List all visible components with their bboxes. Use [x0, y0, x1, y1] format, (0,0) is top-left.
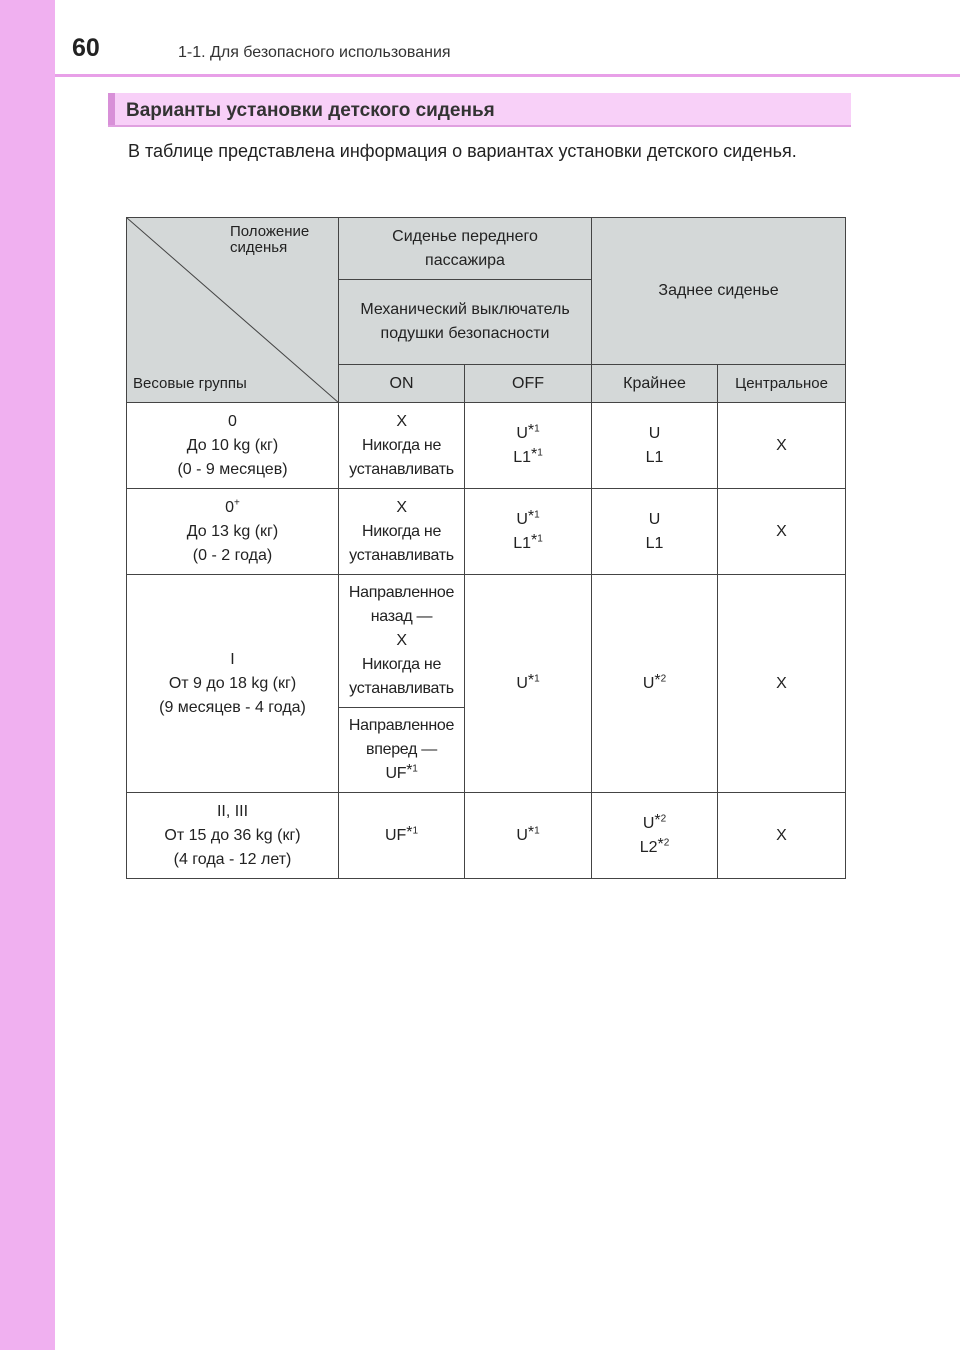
table-row	[127, 403, 846, 489]
on-cell: X Никогда не устанавливать	[339, 403, 465, 489]
header-rear-seat: Заднее сиденье	[592, 218, 846, 365]
off-cell: U*$^1$	[465, 793, 592, 879]
weight-group-cell: II, III От 15 до 36 kg (кг) (4 года - 12 лет)	[127, 793, 339, 879]
outer-cell: U*$^2$	[592, 575, 718, 793]
on-forward-facing-cell: Направленное вперед — UF*$^1$	[339, 708, 465, 793]
header-rule	[55, 74, 960, 77]
on-cell: UF*$^1$	[339, 793, 465, 879]
header-on: ON	[339, 365, 465, 403]
outer-cell: U L1	[592, 489, 718, 575]
off-cell: U*$^1$ L1*$^1$	[465, 403, 592, 489]
center-cell: X	[718, 793, 846, 879]
table-row	[127, 575, 846, 708]
on-rear-facing-cell: Направленное назад — X Никогда не устанавливать	[339, 575, 465, 708]
center-cell: X	[718, 489, 846, 575]
corner-seat-position-label: Положение сиденья	[230, 223, 310, 256]
on-cell: X Никогда не устанавливать	[339, 489, 465, 575]
header-off: OFF	[465, 365, 592, 403]
off-cell: U*$^1$	[465, 575, 592, 793]
weight-group-cell: 0 До 10 kg (кг) (0 - 9 месяцев)	[127, 403, 339, 489]
side-color-band	[0, 0, 55, 1350]
header-front-seat: Сиденье переднего пассажира	[339, 218, 592, 280]
header-outer: Крайнее	[592, 365, 718, 403]
weight-group-cell: I От 9 до 18 kg (кг) (9 месяцев - 4 года)	[127, 575, 339, 793]
page-number: 60	[72, 34, 100, 62]
off-cell: U*$^1$ L1*$^1$	[465, 489, 592, 575]
center-cell: X	[718, 575, 846, 793]
corner-weight-groups-label: Весовые группы	[133, 375, 247, 392]
header-airbag-switch: Механический выключатель подушки безопасности	[339, 280, 592, 365]
table-row	[127, 793, 846, 879]
weight-group-cell: 0+ До 13 kg (кг) (0 - 2 года)	[127, 489, 339, 575]
outer-cell: U L1	[592, 403, 718, 489]
child-seat-table	[126, 217, 846, 879]
center-cell: X	[718, 403, 846, 489]
outer-cell: U*$^2$ L2*$^2$	[592, 793, 718, 879]
table-corner-cell	[127, 218, 339, 403]
table-row	[127, 489, 846, 575]
section-heading-rule	[108, 125, 851, 127]
section-title: Варианты установки детского сиденья	[126, 100, 495, 121]
chapter-title: 1-1. Для безопасного использования	[178, 44, 451, 61]
intro-paragraph: В таблице представлена информация о вариантах установки детского сиденья.	[128, 141, 797, 161]
header-center: Центральное	[718, 365, 846, 403]
